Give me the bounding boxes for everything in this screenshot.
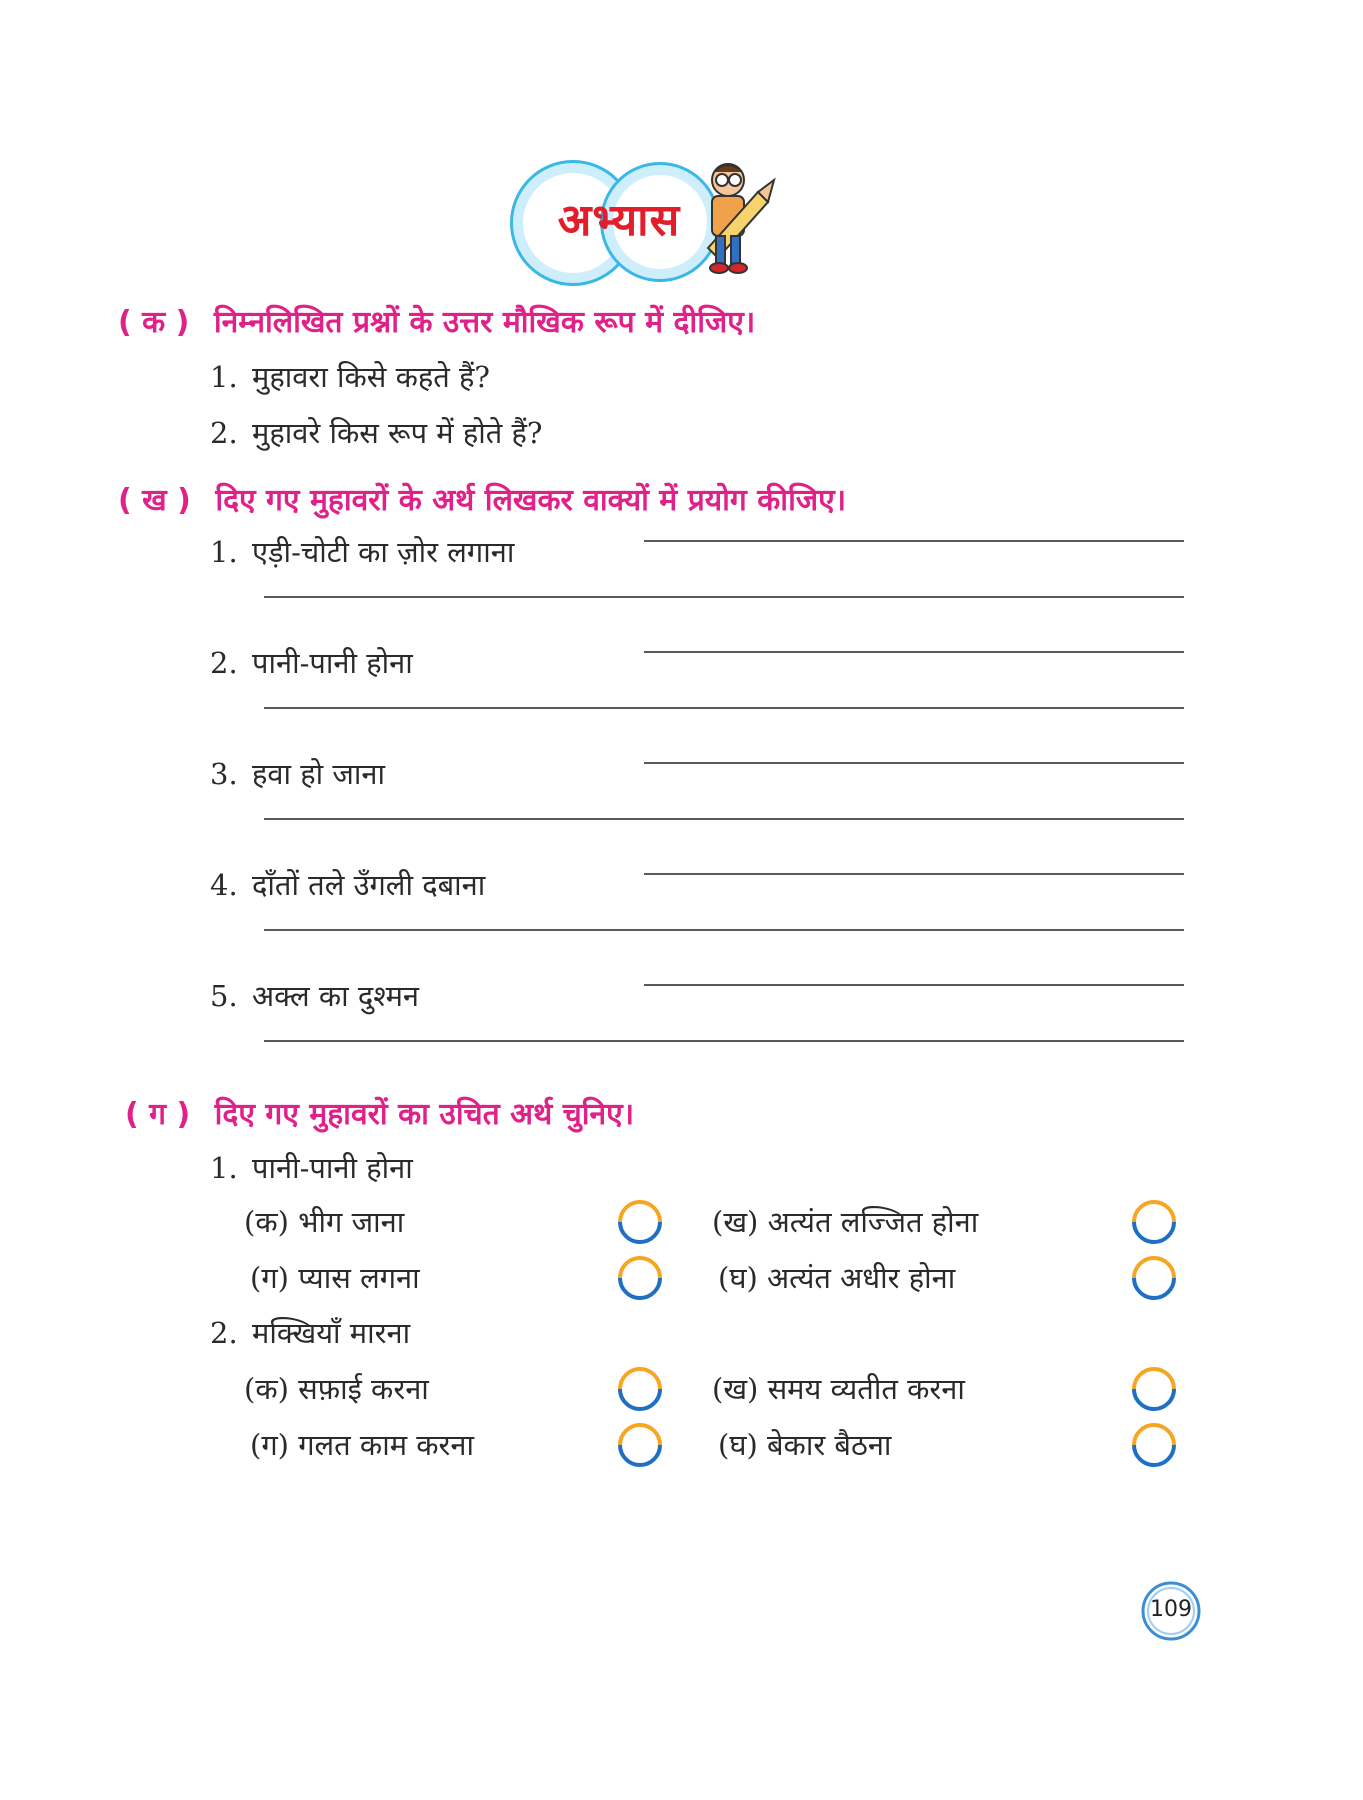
idiom-item: 1. एड़ी-चोटी का ज़ोर लगाना (210, 535, 515, 569)
section-kha-label: ( ख ) (118, 483, 191, 518)
idiom-item: 3. हवा हो जाना (210, 757, 386, 791)
answer-circle-icon[interactable] (1130, 1421, 1178, 1469)
mcq-question: 1. पानी-पानी होना (210, 1151, 413, 1185)
question-item: 2. मुहावरे किस रूप में होते हैं? (210, 416, 543, 450)
answer-line-meaning[interactable] (644, 540, 1184, 542)
answer-circle-icon[interactable] (616, 1365, 664, 1413)
section-kha-title: दिए गए मुहावरों के अर्थ लिखकर वाक्यों में प्रयोग कीजिए। (215, 483, 847, 518)
answer-circle-icon[interactable] (616, 1421, 664, 1469)
answer-circle-icon[interactable] (1130, 1365, 1178, 1413)
answer-circle-icon[interactable] (616, 1198, 664, 1246)
section-kha-heading (118, 478, 846, 519)
answer-line-meaning[interactable] (644, 873, 1184, 875)
answer-line-sentence[interactable] (264, 596, 1184, 598)
mcq-option: (क) सफ़ाई करना (244, 1372, 429, 1406)
mcq-option: (घ) अत्यंत अधीर होना (718, 1261, 956, 1295)
header-badge (510, 160, 770, 280)
mcq-option: (ख) समय व्यतीत करना (712, 1372, 965, 1406)
mcq-option: (घ) बेकार बैठना (718, 1428, 892, 1462)
idiom-item: 4. दाँतों तले उँगली दबाना (210, 868, 486, 902)
answer-circle-icon[interactable] (616, 1254, 664, 1302)
mcq-option: (ग) प्यास लगना (250, 1261, 420, 1295)
page-number-badge (1140, 1580, 1202, 1642)
answer-line-sentence[interactable] (264, 818, 1184, 820)
section-ka-label: ( क ) (118, 305, 190, 340)
section-ga-title: दिए गए मुहावरों का उचित अर्थ चुनिए। (214, 1097, 635, 1132)
mcq-option: (क) भीग जाना (244, 1205, 405, 1239)
answer-line-meaning[interactable] (644, 651, 1184, 653)
idiom-item: 2. पानी-पानी होना (210, 646, 413, 680)
section-ga-heading (125, 1092, 634, 1133)
answer-circle-icon[interactable] (1130, 1254, 1178, 1302)
page-title: अभ्यास (557, 195, 681, 246)
mcq-option: (ख) अत्यंत लज्जित होना (712, 1205, 979, 1239)
answer-line-meaning[interactable] (644, 984, 1184, 986)
answer-line-meaning[interactable] (644, 762, 1184, 764)
idiom-item: 5. अक्ल का दुश्मन (210, 979, 420, 1013)
mcq-option: (ग) गलत काम करना (250, 1428, 475, 1462)
section-ga-label: ( ग ) (125, 1097, 191, 1132)
pencil-boy-icon (688, 158, 778, 278)
question-item: 1. मुहावरा किसे कहते हैं? (210, 360, 490, 394)
answer-line-sentence[interactable] (264, 707, 1184, 709)
page-number: 109 (1150, 1597, 1192, 1622)
answer-circle-icon[interactable] (1130, 1198, 1178, 1246)
section-ka-heading (118, 300, 755, 341)
mcq-question: 2. मक्खियाँ मारना (210, 1316, 411, 1350)
answer-line-sentence[interactable] (264, 929, 1184, 931)
section-ka-title: निम्नलिखित प्रश्नों के उत्तर मौखिक रूप में दीजिए। (213, 305, 756, 340)
answer-line-sentence[interactable] (264, 1040, 1184, 1042)
